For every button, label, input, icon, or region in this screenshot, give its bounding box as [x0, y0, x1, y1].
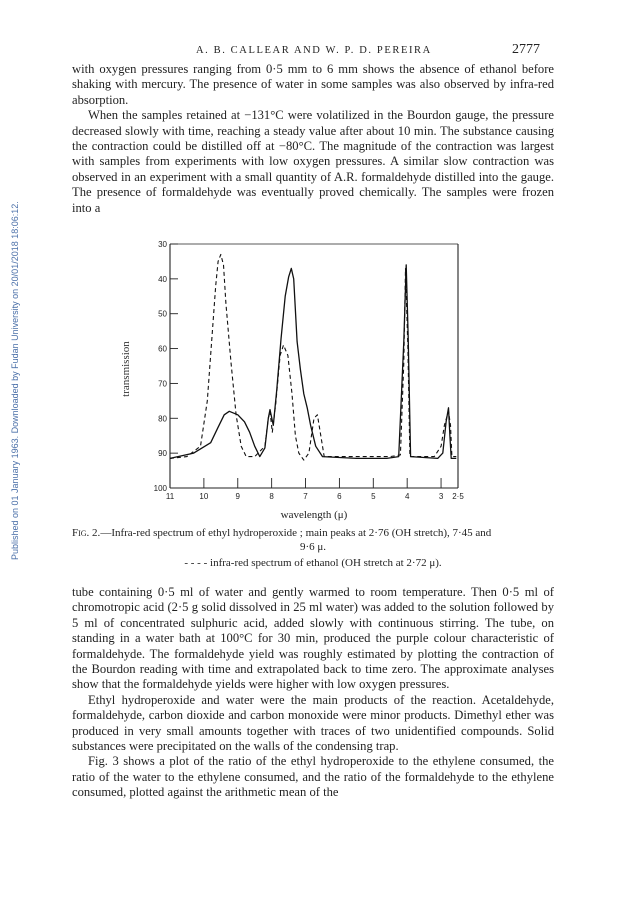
caption-text-cont: 9·6 μ.	[299, 541, 327, 553]
y-tick-label: 90	[158, 449, 167, 459]
y-tick-label: 70	[158, 379, 167, 389]
x-tick-label: 2·5	[452, 492, 464, 501]
caption-label: Fig. 2.	[72, 527, 101, 539]
download-notice	[8, 60, 22, 620]
x-tick-label: 5	[371, 492, 376, 501]
x-tick-label: 7	[303, 492, 308, 501]
hydroperoxide-spectrum-line	[170, 265, 456, 459]
paragraph: When the samples retained at −131°C were volatilized in the Bourdon gauge, the pressure decreased slowly with time, reaching a steady value after about 10 min. The substance causing the contraction could be distilled off at −80°C. The magnitude of the contraction was largest with samples from experiments with low oxygen pressures. A similar slow contraction was observed in an experiment with a small quantity of A.R. formaldehyde distilled into the gauge. The presence of formaldehyde was eventually proved chemically. The samples were frozen into a	[72, 108, 554, 215]
y-tick-label: 80	[158, 414, 167, 424]
download-notice-text: Published on 01 January 1963. Downloaded by Fudan University on 20/01/2018 18:06:12.	[10, 201, 20, 560]
ethanol-spectrum-line	[170, 255, 456, 461]
y-tick-label: 100	[153, 484, 167, 493]
caption-legend: - - - - infra-red spectrum of ethanol (OH stretch at 2·72 μ).	[184, 557, 442, 569]
body-text-top	[72, 62, 554, 216]
paragraph: Ethyl hydroperoxide and water were the main products of the reaction. Acetaldehyde, formaldehyde, carbon dioxide and carbon monoxide were minor products. Dimethyl ether was produced in very small amounts together with traces of two unidentified compounds. Solid substances were precipitated on the walls of the condensing trap.	[72, 692, 554, 754]
paragraph: Fig. 3 shows a plot of the ratio of the ethyl hydroperoxide to the ethylene consumed, the ratio of the water to the ethylene consumed, and the ratio of the formaldehyde to the ethylene consumed, plotted against the arithmetic mean of the	[72, 754, 554, 800]
figure-2	[112, 236, 502, 521]
y-tick-label: 50	[158, 309, 167, 319]
x-axis-ticks	[166, 478, 464, 501]
caption-text: —Infra-red spectrum of ethyl hydroperoxide ; main peaks at 2·76 (OH stretch), 7·45 and	[100, 527, 492, 539]
chart-axes	[170, 244, 458, 488]
running-head: A. B. CALLEAR AND W. P. D. PEREIRA	[196, 45, 432, 56]
x-tick-label: 3	[438, 492, 444, 501]
x-axis-label: wavelength (μ)	[280, 509, 348, 521]
x-tick-label: 6	[337, 492, 342, 501]
chart-series	[170, 255, 456, 461]
y-tick-label: 30	[158, 240, 167, 249]
x-tick-label: 11	[165, 492, 175, 501]
y-axis-ticks	[154, 240, 178, 493]
page-number: 2777	[512, 42, 540, 57]
paragraph: with oxygen pressures ranging from 0·5 mm to 6 mm shows the absence of ethanol before shaking with mercury. The presence of water in some samples was also observed by infra-red absorption.	[72, 62, 554, 107]
ir-spectrum-chart	[112, 236, 502, 526]
x-tick-label: 9	[235, 492, 240, 501]
x-tick-label: 8	[269, 492, 274, 501]
y-tick-label: 40	[158, 274, 167, 284]
paragraph: tube containing 0·5 ml of water and gently warmed to room temperature. Then 0·5 ml of chromotropic acid (2·5 g solid dissolved in 25 ml water) was added to the solution followed by 5 ml of concentrated sulphuric acid, added slowly with continuous stirring. The tube, on standing in a water bath at 100°C for 30 min, produced the purple colour characteristic of formaldehyde. The formaldehyde yield was roughly estimated by plotting the contraction of the Bourdon reading with time and extrapolated back to time zero. The approximate analyses show that the formaldehyde yields were higher with low oxygen pressures.	[72, 585, 554, 692]
y-axis-label: transmission	[120, 341, 132, 397]
body-text-bottom	[72, 585, 554, 801]
figure-caption	[72, 526, 554, 570]
x-tick-label: 10	[199, 492, 209, 501]
y-tick-label: 60	[158, 344, 167, 354]
x-tick-label: 4	[404, 492, 410, 501]
